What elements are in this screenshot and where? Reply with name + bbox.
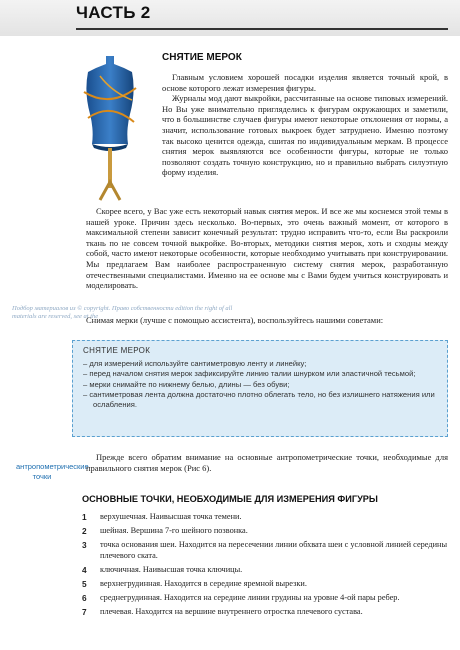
intro-text [162, 72, 448, 178]
header-rule [76, 28, 448, 30]
list-item [82, 512, 450, 522]
body-paragraph: Скорее всего, у Вас уже есть некоторый навык снятия мерок. И все же мы коснемся этой темы в нашей уроке. Причин здесь несколько. Во-первых, это очень важный момент, от которого в максимальной степени зависит конечный результат: трудно исправить что-то, если Вы раскроили ткань по не совсем точной выкройке. Во-вторых, методики снятия мерок, хоть и сходны между собой, часто имеют некоторые особенности, которые необходимо учитывать при конструировании. Мы предлагаем Вам наиболее распространенную систему снятия мерок, разработанную отечественными специалистами. Именно на ее основе мы с Вами будем учиться конструировать и моделировать. [86, 206, 448, 291]
list-item [82, 593, 450, 603]
intro-paragraph: Главным условием хорошей посадки изделия является точный крой, в основе которого лежат измерения фигуры. [162, 72, 448, 93]
point-text: плечевая. Находится на вершине внутреннего отростка плечевого сустава. [100, 607, 363, 617]
advice-item: – мерки снимайте по нижнему белью, длины — без обуви; [83, 380, 435, 389]
advice-box-title: СНЯТИЕ МЕРОК [83, 346, 151, 355]
part-title: ЧАСТЬ 2 [76, 3, 151, 22]
point-text: верхушечная. Наивысшая точка темени. [100, 512, 242, 521]
list-item [82, 526, 450, 536]
points-heading: ОСНОВНЫЕ ТОЧКИ, НЕОБХОДИМЫЕ ДЛЯ ИЗМЕРЕНИЯ ФИГУРЫ [82, 494, 378, 504]
point-text: среднегрудинная. Находится на середине линии грудины на уровне 4-ой пары ребер. [100, 593, 400, 603]
list-item [82, 579, 450, 589]
advice-item: – для измерений используйте сантиметровую ленту и линейку; [83, 359, 435, 368]
advice-intro: Снимая мерки (лучше с помощью ассистента), воспользуйтесь нашими советами: [86, 315, 384, 325]
list-item [82, 565, 450, 575]
point-number: 1 [82, 512, 87, 522]
point-number: 6 [82, 593, 87, 604]
list-item [82, 607, 450, 617]
advice-box [72, 340, 448, 437]
watermark-text: Подбор материалов из © copyright. Право собственности edition the right of all materials are reserved, see at the [12, 305, 233, 320]
header-band [0, 0, 460, 36]
tailor-mannequin-image [70, 52, 150, 202]
point-text: ключичная. Наивысшая точка ключицы. [100, 564, 243, 574]
point-text: шейная. Вершина 7-го шейного позвонка. [100, 526, 248, 536]
margin-term: антропометрические точки [16, 462, 89, 481]
attention-text [86, 452, 448, 473]
advice-item: – перед началом снятия мерок зафиксируйте линию талии шнурком или эластичной тесьмой; [83, 369, 435, 378]
advice-list [83, 359, 435, 410]
point-number: 2 [82, 526, 87, 537]
list-item [82, 540, 450, 560]
point-number: 7 [82, 607, 87, 618]
point-number: 4 [82, 564, 87, 575]
intro-paragraph: Журналы мод дают выкройки, рассчитанные на основе типовых измерений. Но Вы уже внимательно пригляделись к фигурам окружающих и заметили, что в большинстве случаев фигуры имеют некоторые отклонения от нормы, а значит, использование готовых выкроек будет затруднено. Именно поэтому так высоко ценится одежда, сшитая по индивидуальным меркам. В процессе снятия мерок выявляются все особенности фигуры, которые не только позволяют создать точную конструкцию, но и правильно выбрать силуэтную форму изделия. [162, 93, 448, 178]
advice-item: – сантиметровая лента должна достаточно плотно облегать тело, но без излишнего натяжения или ослабления. [83, 390, 435, 409]
point-text: точка основания шеи. Находится на пересечении линии обхвата шеи с условной линией середины плечевого ската. [100, 540, 448, 560]
body-text [86, 206, 448, 291]
point-number: 3 [82, 540, 87, 551]
attention-paragraph: Прежде всего обратим внимание на основные антропометрические точки, необходимые для правильного снятия мерок (Рис 6). [86, 452, 448, 473]
point-number: 5 [82, 579, 87, 590]
point-text: верхнегрудинная. Находится в середине яремной вырезки. [100, 579, 307, 589]
section-title: СНЯТИЕ МЕРОК [162, 52, 242, 63]
points-list [82, 512, 450, 622]
